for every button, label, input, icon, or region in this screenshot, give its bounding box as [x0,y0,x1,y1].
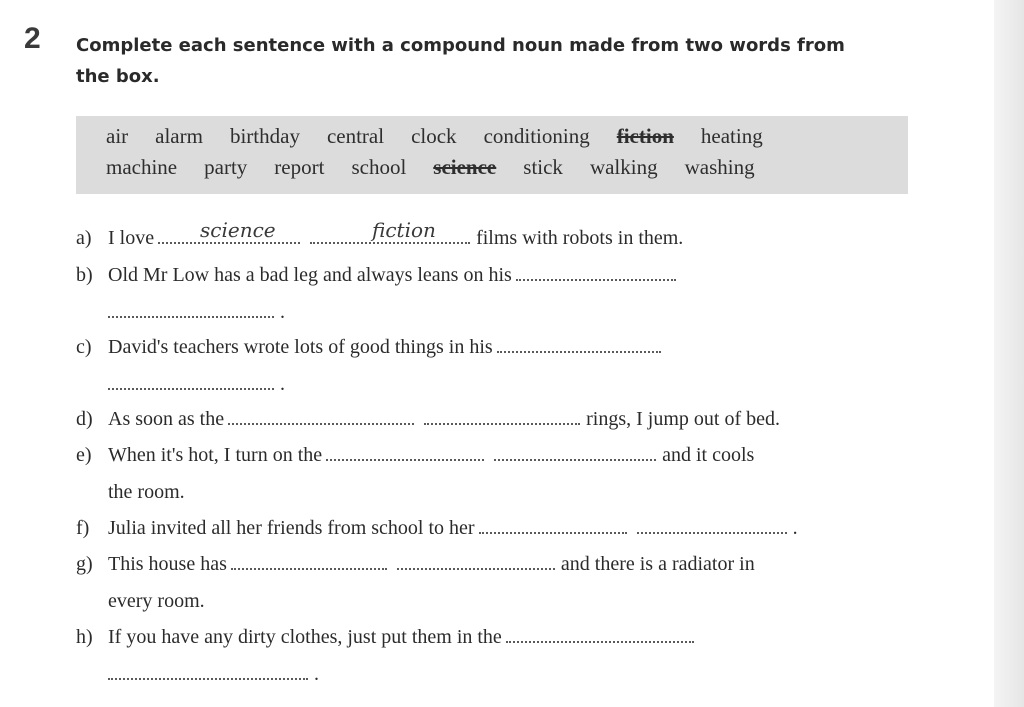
sentence-label: a) [76,227,92,249]
word-alarm: alarm [155,124,203,148]
sentence-d: d) As soon as the rings, I jump out of bed. [76,401,906,437]
sentence-label: e) [76,444,92,466]
answer-blank-2[interactable] [108,384,274,390]
page-gutter [994,0,1024,707]
answer-blank-1[interactable] [506,637,694,643]
word-clock: clock [411,124,457,148]
sentence-label: b) [76,264,93,286]
answer-blank-2[interactable] [424,419,580,425]
sentence-label: d) [76,408,93,430]
word-science-crossed: science [433,155,497,179]
sentence-b: b) Old Mr Low has a bad leg and always leans on his [76,257,906,293]
handwritten-answer-science: science [200,218,276,242]
sentence-e-line-2: the room. [108,481,185,503]
sentence-g: g) This house has and there is a radiator in [76,546,906,582]
word-row-1 [106,124,790,149]
sentence-c: c) David's teachers wrote lots of good things in his [76,329,906,365]
sentence-e: e) When it's hot, I turn on the and it cools [76,437,906,473]
exercise-number: 2 [24,22,41,55]
answer-blank-1[interactable] [516,275,676,281]
word-walking: walking [589,155,658,179]
sentence-label: c) [76,336,92,358]
word-central: central [326,124,385,148]
word-party: party [204,155,248,179]
answer-blank-1[interactable] [228,419,414,425]
answer-blank-1[interactable] [231,564,387,570]
sentence-label: h) [76,626,93,648]
sentence-g-line-2: every room. [108,590,205,612]
answer-blank-2[interactable] [637,528,787,534]
word-report: report [274,155,325,179]
sentence-f: f) Julia invited all her friends from school to her . [76,510,906,546]
answer-blank-1[interactable] [479,528,627,534]
word-machine: machine [106,155,178,179]
answer-blank-2[interactable] [397,564,555,570]
word-row-2 [106,155,782,180]
sentence-label: g) [76,553,93,575]
sentence-h-line-2: . [76,656,906,692]
answer-blank-1[interactable] [326,455,484,461]
exercise-instruction: Complete each sentence with a compound noun made from two words from the box. [76,35,845,87]
answer-blank-1[interactable] [497,347,661,353]
word-box [76,116,908,194]
answer-blank-2[interactable] [108,674,308,680]
word-air: air [106,124,129,148]
handwritten-answer-fiction: fiction [372,218,436,242]
word-fiction-crossed: fiction [616,124,674,148]
answer-blank-2[interactable] [494,455,656,461]
sentence-h: h) If you have any dirty clothes, just put them in the [76,619,906,655]
sentence-b-line-2: . [76,294,906,330]
sentence-label: f) [76,517,90,539]
word-heating: heating [700,124,763,148]
sentence-a: a) I love films with robots in them. [76,220,906,256]
word-conditioning: conditioning [483,124,590,148]
word-washing: washing [684,155,755,179]
answer-blank-2[interactable] [108,312,274,318]
word-stick: stick [523,155,563,179]
sentence-c-line-2: . [76,366,906,402]
word-school: school [351,155,407,179]
word-birthday: birthday [229,124,300,148]
